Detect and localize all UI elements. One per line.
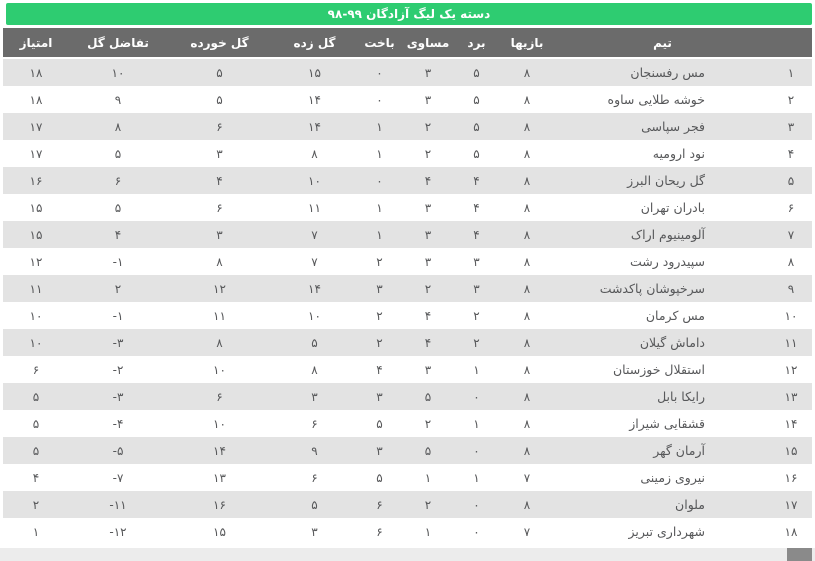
cell-losses: ۱ bbox=[376, 146, 383, 161]
cell-draws: ۵ bbox=[424, 443, 432, 458]
cell-losses: ۱ bbox=[376, 200, 383, 215]
cell-played: ۸ bbox=[523, 119, 531, 134]
table-row bbox=[3, 491, 812, 518]
cell-draws: ۲ bbox=[424, 281, 432, 296]
cell-points: ۱۱ bbox=[29, 281, 43, 296]
cell-points: ۱۵ bbox=[29, 200, 43, 215]
cell-team: آرمان گهر bbox=[653, 443, 705, 458]
cell-goal-diff: ۸ bbox=[114, 119, 122, 134]
cell-goals-against: ۶ bbox=[216, 200, 223, 215]
cell-played: ۸ bbox=[523, 254, 531, 269]
table-row bbox=[3, 356, 812, 383]
cell-goals-for: ۸ bbox=[311, 146, 318, 161]
cell-draws: ۵ bbox=[424, 389, 432, 404]
table-row bbox=[3, 329, 812, 356]
cell-team: نیروی زمینی bbox=[640, 470, 705, 485]
cell-losses: ۲ bbox=[376, 308, 383, 323]
col-header-wins: برد bbox=[454, 28, 499, 58]
cell-played: ۸ bbox=[523, 65, 531, 80]
cell-wins: ۲ bbox=[473, 308, 480, 323]
cell-points: ۵ bbox=[32, 416, 40, 431]
league-title-bar bbox=[6, 3, 812, 25]
table-row bbox=[3, 248, 812, 275]
cell-wins: ۵ bbox=[473, 119, 480, 134]
cell-rank: ۱۲ bbox=[784, 362, 798, 377]
cell-wins: ۴ bbox=[473, 173, 480, 188]
league-table-body bbox=[3, 58, 812, 545]
cell-played: ۷ bbox=[523, 524, 531, 539]
cell-goals-for: ۱۰ bbox=[308, 173, 321, 188]
cell-team: ملوان bbox=[675, 497, 705, 512]
cell-wins: ۱ bbox=[473, 362, 480, 377]
cell-goal-diff: -۱ bbox=[112, 308, 124, 323]
cell-goals-against: ۱۰ bbox=[213, 416, 226, 431]
col-header-draws: مساوی bbox=[402, 28, 454, 58]
cell-rank: ۱۵ bbox=[784, 443, 798, 458]
cell-team: قشقایی شیراز bbox=[629, 416, 705, 431]
cell-team: مس رفسنجان bbox=[630, 65, 705, 80]
cell-draws: ۲ bbox=[424, 119, 432, 134]
cell-goals-against: ۱۵ bbox=[213, 524, 226, 539]
cell-goals-for: ۶ bbox=[311, 470, 318, 485]
cell-played: ۸ bbox=[523, 281, 531, 296]
cell-points: ۱۵ bbox=[29, 227, 43, 242]
table-row bbox=[3, 302, 812, 329]
cell-goals-against: ۱۳ bbox=[213, 470, 226, 485]
cell-losses: ۵ bbox=[376, 470, 383, 485]
cell-points: ۱۲ bbox=[29, 254, 43, 269]
cell-team: رایکا بابل bbox=[657, 389, 705, 404]
cell-draws: ۳ bbox=[424, 65, 432, 80]
table-row bbox=[3, 58, 812, 86]
cell-goals-for: ۷ bbox=[311, 254, 318, 269]
cell-team: خوشه طلایی ساوه bbox=[607, 92, 705, 107]
cell-losses: ۶ bbox=[376, 524, 383, 539]
cell-wins: ۵ bbox=[473, 65, 480, 80]
cell-goals-for: ۱۱ bbox=[308, 200, 321, 215]
cell-losses: ۰ bbox=[376, 173, 383, 188]
cell-played: ۸ bbox=[523, 335, 531, 350]
cell-team: داماش گیلان bbox=[639, 335, 705, 350]
cell-played: ۸ bbox=[523, 443, 531, 458]
cell-wins: ۰ bbox=[473, 497, 480, 512]
cell-draws: ۴ bbox=[424, 173, 432, 188]
cell-wins: ۵ bbox=[473, 146, 480, 161]
cell-goals-for: ۱۴ bbox=[308, 281, 321, 296]
cell-draws: ۳ bbox=[424, 254, 432, 269]
table-row bbox=[3, 140, 812, 167]
cell-team: نود ارومیه bbox=[652, 146, 705, 161]
cell-played: ۸ bbox=[523, 497, 531, 512]
cell-goals-against: ۱۱ bbox=[213, 308, 226, 323]
cell-played: ۸ bbox=[523, 389, 531, 404]
cell-team: آلومینیوم اراک bbox=[630, 227, 705, 242]
cell-wins: ۰ bbox=[473, 443, 480, 458]
cell-points: ۱۰ bbox=[29, 335, 43, 350]
cell-draws: ۳ bbox=[424, 92, 432, 107]
cell-rank: ۱۸ bbox=[784, 524, 798, 539]
horizontal-scrollbar[interactable] bbox=[0, 548, 815, 561]
cell-losses: ۱ bbox=[376, 227, 383, 242]
cell-points: ۱ bbox=[32, 524, 40, 539]
col-header-rank bbox=[770, 28, 812, 58]
cell-rank: ۱۱ bbox=[784, 335, 798, 350]
table-row bbox=[3, 383, 812, 410]
table-row bbox=[3, 194, 812, 221]
cell-played: ۸ bbox=[523, 362, 531, 377]
cell-goals-against: ۱۲ bbox=[213, 281, 226, 296]
cell-losses: ۰ bbox=[376, 65, 383, 80]
cell-draws: ۲ bbox=[424, 497, 432, 512]
cell-goals-for: ۶ bbox=[311, 416, 318, 431]
cell-goal-diff: -۳ bbox=[112, 389, 124, 404]
cell-goal-diff: -۴ bbox=[112, 416, 124, 431]
cell-losses: ۶ bbox=[376, 497, 383, 512]
col-header-goals-for: گل زده bbox=[272, 28, 357, 58]
cell-goal-diff: ۹ bbox=[114, 92, 122, 107]
cell-team: استقلال خوزستان bbox=[612, 362, 705, 377]
cell-points: ۱۸ bbox=[29, 65, 43, 80]
cell-goal-diff: ۲ bbox=[114, 281, 122, 296]
cell-rank: ۳ bbox=[787, 119, 795, 134]
cell-points: ۴ bbox=[32, 470, 40, 485]
cell-goals-against: ۱۶ bbox=[213, 497, 226, 512]
cell-goals-against: ۳ bbox=[216, 227, 223, 242]
cell-draws: ۳ bbox=[424, 362, 432, 377]
cell-points: ۱۷ bbox=[29, 119, 43, 134]
cell-goals-for: ۳ bbox=[311, 524, 318, 539]
cell-rank: ۱ bbox=[787, 65, 795, 80]
table-row bbox=[3, 437, 812, 464]
cell-goals-for: ۵ bbox=[311, 497, 318, 512]
cell-losses: ۳ bbox=[376, 443, 383, 458]
cell-draws: ۴ bbox=[424, 335, 432, 350]
cell-draws: ۱ bbox=[424, 470, 432, 485]
cell-draws: ۲ bbox=[424, 146, 432, 161]
cell-goals-against: ۵ bbox=[216, 65, 223, 80]
cell-draws: ۱ bbox=[424, 524, 432, 539]
cell-team: شهرداری تبریز bbox=[628, 524, 705, 539]
cell-wins: ۳ bbox=[473, 281, 480, 296]
cell-rank: ۴ bbox=[787, 146, 795, 161]
cell-team: گل ریحان البرز bbox=[627, 173, 705, 188]
cell-goal-diff: ۴ bbox=[114, 227, 122, 242]
cell-points: ۶ bbox=[32, 362, 40, 377]
cell-played: ۸ bbox=[523, 92, 531, 107]
cell-goal-diff: -۱ bbox=[112, 254, 124, 269]
cell-rank: ۱۶ bbox=[784, 470, 798, 485]
table-row bbox=[3, 86, 812, 113]
table-row bbox=[3, 113, 812, 140]
cell-team: سرخپوشان پاکدشت bbox=[599, 281, 705, 296]
cell-points: ۱۰ bbox=[29, 308, 43, 323]
cell-goals-against: ۸ bbox=[216, 254, 223, 269]
cell-wins: ۵ bbox=[473, 92, 480, 107]
cell-draws: ۳ bbox=[424, 200, 432, 215]
col-header-goals-against: گل خورده bbox=[167, 28, 272, 58]
cell-losses: ۲ bbox=[376, 335, 383, 350]
cell-goals-for: ۱۴ bbox=[308, 119, 321, 134]
cell-rank: ۸ bbox=[787, 254, 795, 269]
cell-team: فجر سپاسی bbox=[641, 119, 705, 134]
cell-losses: ۲ bbox=[376, 254, 383, 269]
cell-goal-diff: -۱۲ bbox=[109, 524, 127, 539]
cell-played: ۸ bbox=[523, 146, 531, 161]
cell-rank: ۱۷ bbox=[784, 497, 798, 512]
cell-played: ۸ bbox=[523, 308, 531, 323]
cell-goals-against: ۱۴ bbox=[213, 443, 226, 458]
col-header-played: بازیها bbox=[499, 28, 555, 58]
cell-losses: ۳ bbox=[376, 281, 383, 296]
table-row bbox=[3, 464, 812, 491]
cell-goal-diff: -۲ bbox=[112, 362, 124, 377]
league-table-header bbox=[3, 28, 812, 58]
cell-goals-against: ۴ bbox=[216, 173, 223, 188]
cell-played: ۸ bbox=[523, 200, 531, 215]
col-header-points: امتیاز bbox=[3, 28, 69, 58]
cell-wins: ۲ bbox=[473, 335, 480, 350]
cell-losses: ۳ bbox=[376, 389, 383, 404]
cell-draws: ۴ bbox=[424, 308, 432, 323]
cell-wins: ۰ bbox=[473, 524, 480, 539]
cell-wins: ۳ bbox=[473, 254, 480, 269]
league-table bbox=[3, 28, 812, 545]
cell-wins: ۰ bbox=[473, 389, 480, 404]
cell-losses: ۱ bbox=[376, 119, 383, 134]
cell-team: مس کرمان bbox=[645, 308, 705, 323]
table-row bbox=[3, 275, 812, 302]
cell-goals-for: ۵ bbox=[311, 335, 318, 350]
cell-goals-against: ۸ bbox=[216, 335, 223, 350]
cell-goal-diff: ۵ bbox=[114, 200, 122, 215]
cell-goals-for: ۷ bbox=[311, 227, 318, 242]
cell-points: ۵ bbox=[32, 389, 40, 404]
cell-rank: ۲ bbox=[787, 92, 795, 107]
cell-wins: ۱ bbox=[473, 416, 480, 431]
col-header-goal-diff: تفاضل گل bbox=[69, 28, 167, 58]
cell-goals-for: ۸ bbox=[311, 362, 318, 377]
cell-goal-diff: ۱۰ bbox=[111, 65, 125, 80]
cell-played: ۸ bbox=[523, 227, 531, 242]
cell-losses: ۴ bbox=[376, 362, 383, 377]
cell-rank: ۹ bbox=[787, 281, 795, 296]
cell-points: ۲ bbox=[32, 497, 40, 512]
cell-goals-for: ۹ bbox=[311, 443, 318, 458]
cell-points: ۱۷ bbox=[29, 146, 43, 161]
cell-rank: ۱۰ bbox=[784, 308, 798, 323]
cell-wins: ۴ bbox=[473, 227, 480, 242]
cell-points: ۱۸ bbox=[29, 92, 43, 107]
cell-goals-against: ۱۰ bbox=[213, 362, 226, 377]
cell-losses: ۰ bbox=[376, 92, 383, 107]
cell-wins: ۱ bbox=[473, 470, 480, 485]
cell-draws: ۲ bbox=[424, 416, 432, 431]
cell-losses: ۵ bbox=[376, 416, 383, 431]
header-row bbox=[3, 28, 812, 58]
cell-goals-against: ۶ bbox=[216, 389, 223, 404]
cell-goal-diff: -۷ bbox=[112, 470, 124, 485]
league-title: دسته یک لیگ آزادگان ۹۹-۹۸ bbox=[327, 7, 491, 21]
cell-goals-for: ۱۴ bbox=[308, 92, 321, 107]
col-header-losses: باخت bbox=[357, 28, 402, 58]
table-row bbox=[3, 410, 812, 437]
cell-goal-diff: ۵ bbox=[114, 146, 122, 161]
col-header-team: تیم bbox=[555, 28, 770, 58]
cell-team: بادران تهران bbox=[640, 200, 705, 215]
scrollbar-thumb[interactable] bbox=[787, 548, 812, 561]
cell-goals-for: ۱۵ bbox=[308, 65, 321, 80]
table-row bbox=[3, 518, 812, 545]
cell-rank: ۷ bbox=[787, 227, 795, 242]
cell-rank: ۱۴ bbox=[784, 416, 798, 431]
cell-goal-diff: -۱۱ bbox=[109, 497, 127, 512]
cell-goals-for: ۱۰ bbox=[308, 308, 321, 323]
cell-team: سپیدرود رشت bbox=[630, 254, 705, 269]
cell-rank: ۶ bbox=[787, 200, 795, 215]
cell-rank: ۱۳ bbox=[784, 389, 798, 404]
cell-goals-against: ۳ bbox=[216, 146, 223, 161]
cell-goal-diff: -۳ bbox=[112, 335, 124, 350]
cell-goal-diff: -۵ bbox=[112, 443, 124, 458]
table-row bbox=[3, 167, 812, 194]
cell-draws: ۳ bbox=[424, 227, 432, 242]
cell-played: ۸ bbox=[523, 173, 531, 188]
cell-wins: ۴ bbox=[473, 200, 480, 215]
cell-points: ۱۶ bbox=[29, 173, 43, 188]
cell-goals-against: ۵ bbox=[216, 92, 223, 107]
table-row bbox=[3, 221, 812, 248]
cell-played: ۷ bbox=[523, 470, 531, 485]
cell-points: ۵ bbox=[32, 443, 40, 458]
cell-goals-against: ۶ bbox=[216, 119, 223, 134]
cell-rank: ۵ bbox=[787, 173, 795, 188]
cell-goals-for: ۳ bbox=[311, 389, 318, 404]
cell-played: ۸ bbox=[523, 416, 531, 431]
cell-goal-diff: ۶ bbox=[114, 173, 122, 188]
